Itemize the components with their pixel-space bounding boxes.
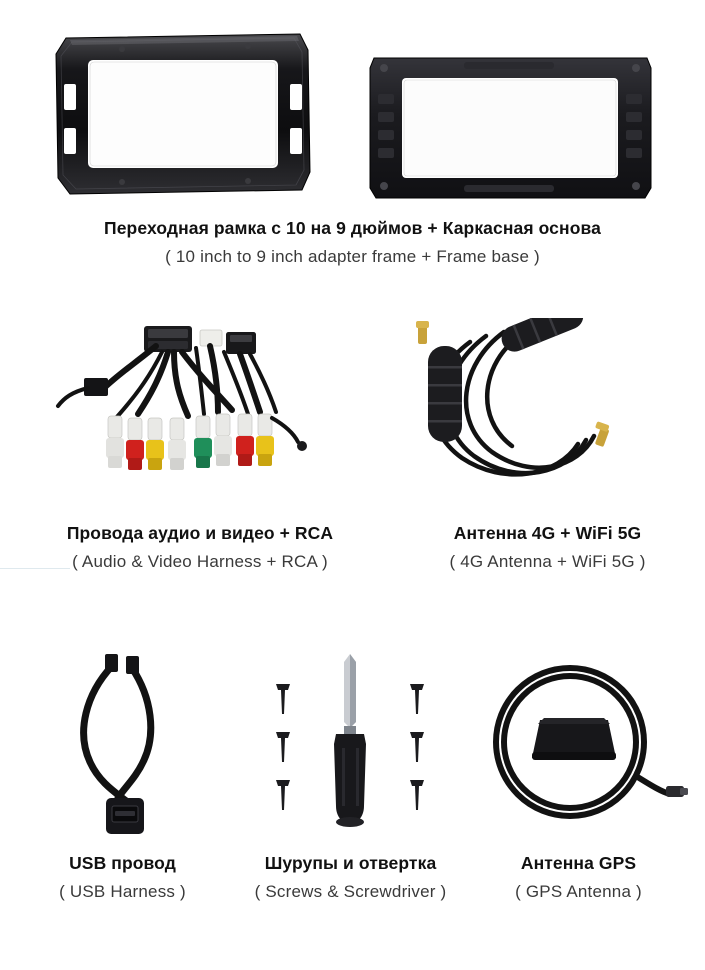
screws-and-screwdriver-icon — [238, 648, 463, 843]
matte-black-frame-base-icon — [368, 54, 653, 202]
caption-antenna-4g-wifi — [400, 523, 695, 572]
gps-antenna-photo — [466, 648, 691, 843]
image-artifact-line — [0, 568, 70, 569]
caption-gps-antenna — [466, 853, 691, 902]
caption-audio-video-harness-en: ( Audio & Video Harness + RCA ) — [72, 552, 328, 571]
caption-antenna-4g-wifi-ru: Антенна 4G + WiFi 5G — [453, 523, 642, 543]
glossy-black-adapter-frame-icon — [52, 32, 314, 197]
screws-screwdriver-photo — [238, 648, 463, 843]
caption-antenna-4g-wifi-en: ( 4G Antenna + WiFi 5G ) — [449, 552, 646, 571]
caption-usb-harness-en: ( USB Harness ) — [59, 882, 186, 901]
caption-usb-harness-ru: USB провод — [69, 853, 176, 873]
frame-base-photo — [368, 54, 653, 202]
caption-screws-screwdriver — [238, 853, 463, 902]
antenna-4g-wifi-photo — [400, 318, 695, 518]
caption-gps-antenna-en: ( GPS Antenna ) — [515, 882, 642, 901]
caption-adapter-frame-ru: Переходная рамка с 10 на 9 дюймов + Каркасная основа — [104, 218, 601, 238]
caption-screws-screwdriver-ru: Шурупы и отвертка — [264, 853, 437, 873]
section-accessories — [0, 648, 705, 948]
caption-adapter-frame-en: ( 10 inch to 9 inch adapter frame + Frame base ) — [165, 247, 540, 266]
frames-photo-row — [0, 22, 705, 202]
caption-audio-video-harness-ru: Провода аудио и видео + RCA — [66, 523, 334, 543]
caption-usb-harness — [10, 853, 235, 902]
audio-video-harness-photo — [10, 318, 390, 518]
section-adapter-frame — [0, 0, 705, 300]
usb-cable-icon — [20, 648, 235, 843]
section-harness-and-antenna — [0, 318, 705, 598]
usb-harness-photo — [20, 648, 235, 843]
caption-screws-screwdriver-en: ( Screws & Screwdriver ) — [254, 882, 447, 901]
caption-adapter-frame — [0, 218, 705, 267]
caption-audio-video-harness — [10, 523, 390, 572]
caption-gps-antenna-ru: Антенна GPS — [520, 853, 637, 873]
4g-wifi-antenna-coil-icon — [400, 318, 695, 518]
wiring-harness-with-rca-connectors-icon — [10, 318, 390, 518]
adapter-frame-photo — [52, 32, 314, 197]
gps-antenna-puck-with-coiled-cable-icon — [466, 648, 691, 843]
